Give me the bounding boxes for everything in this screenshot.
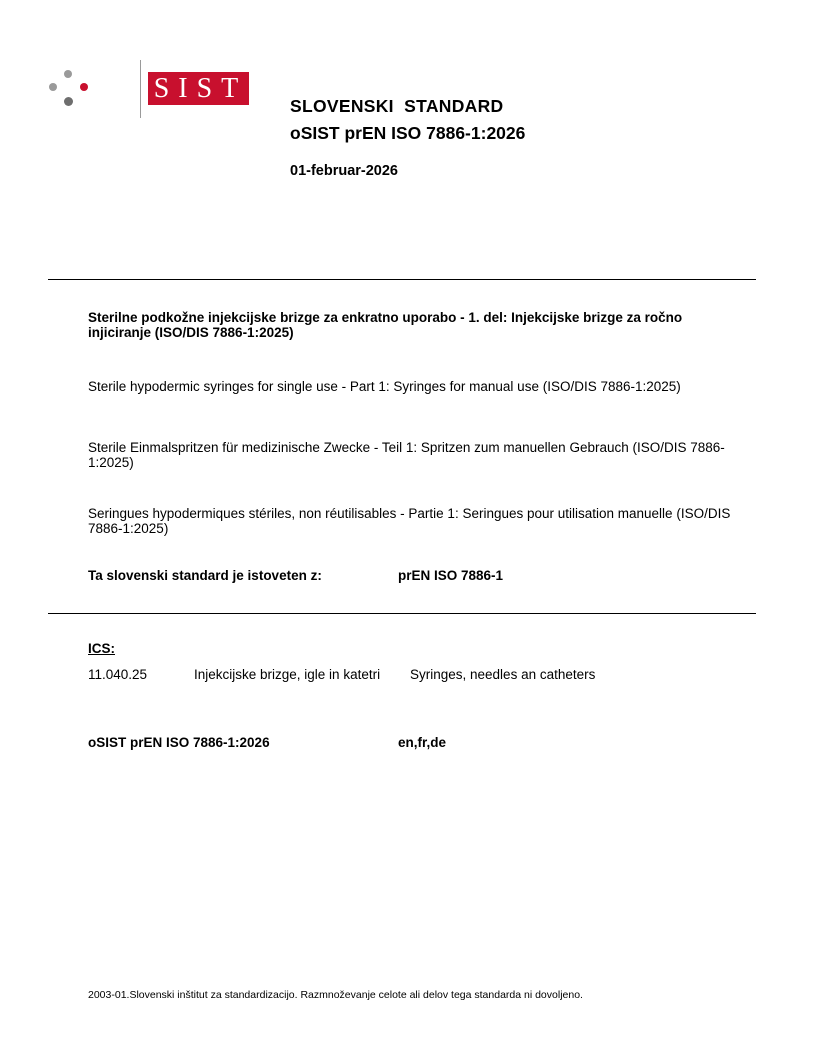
logo-dot-bottom-icon [64, 97, 73, 106]
middle-divider [48, 613, 756, 614]
logo-badge [148, 72, 249, 105]
standard-code: oSIST prEN ISO 7886-1:2026 [290, 123, 526, 143]
ics-label: ICS: [88, 641, 115, 656]
logo-dot-right-icon [80, 83, 88, 91]
ics-description-slovenian: Injekcijske brizge, igle in katetri [194, 667, 381, 682]
ics-code: 11.040.25 [88, 667, 148, 682]
title-french: Seringues hypodermiques stériles, non réutilisables - Partie 1: Seringues pour utilisation manuelle (ISO/DIS 7886-1:2025) [88, 506, 731, 536]
title-german: Sterile Einmalspritzen für medizinische Zwecke - Teil 1: Spritzen zum manuellen Gebrauch (ISO/DIS 7886-1:2025) [88, 440, 725, 470]
logo-divider [140, 60, 141, 118]
logo-text: SIST [153, 73, 248, 104]
identity-label: Ta slovenski standard je istoveten z: [88, 568, 322, 583]
document-languages: en,fr,de [398, 735, 447, 750]
standard-date: 01-februar-2026 [290, 163, 398, 179]
standard-type: SLOVENSKI STANDARD [290, 96, 504, 116]
document-code: oSIST prEN ISO 7886-1:2026 [88, 735, 270, 750]
sist-logo [47, 60, 248, 120]
copyright-footer: 2003-01.Slovenski inštitut za standardizacijo. Razmnoževanje celote ali delov tega standarda ni dovoljeno. [88, 989, 583, 1001]
logo-dot-left-icon [49, 83, 57, 91]
ics-description-english: Syringes, needles an catheters [410, 667, 596, 682]
identity-value: prEN ISO 7886-1 [398, 568, 504, 583]
logo-dot-top-icon [64, 70, 72, 78]
title-slovenian: Sterilne podkožne injekcijske brizge za enkratno uporabo - 1. del: Injekcijske brizge za ročno injiciranje (ISO/DIS 7886-1:2025) [88, 310, 683, 340]
top-divider [48, 279, 756, 280]
title-english: Sterile hypodermic syringes for single use - Part 1: Syringes for manual use (ISO/DIS 7886-1:2025) [88, 379, 681, 394]
